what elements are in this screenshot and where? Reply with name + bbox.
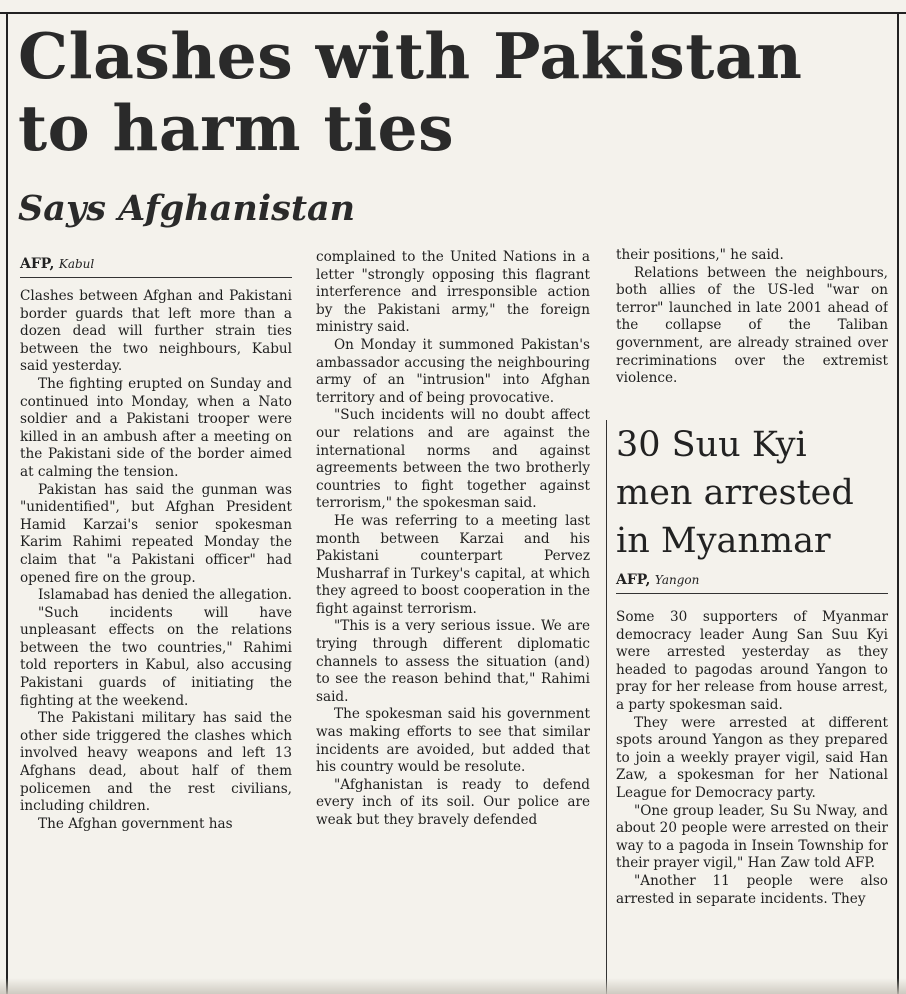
top-rule — [0, 0, 906, 14]
paragraph: The spokesman said his government was making efforts to see that similar incidents are avoided, but added that his country would be resolute. — [316, 706, 590, 776]
byline-city: Yangon — [654, 573, 700, 587]
paragraph: "Another 11 people were also arrested in separate incidents. They — [616, 872, 888, 907]
paragraph: They were arrested at different spots around Yangon as they prepared to join a weekly prayer vigil, said Han Zaw, a spokesman for her National League for Democracy party. — [616, 714, 888, 801]
main-byline — [20, 256, 94, 272]
paragraph: their positions," he said. — [616, 247, 784, 263]
paragraph: Clashes between Afghan and Pakistani border guards that left more than a dozen dead will further strain ties between the two neighbours, Kabul said yesterday. — [20, 288, 292, 375]
left-rule — [6, 14, 8, 994]
paragraph: Islamabad has denied the allegation. — [38, 587, 292, 604]
paragraph: The Pakistani military has said the other side triggered the clashes which involved heavy weapons and left 13 Afghans dead, about half of them policemen and the rest civilians, including children. — [20, 710, 292, 815]
paragraph: "This is a very serious issue. We are trying through different diplomatic channels to assess the situation (and) to see the reason behind that," Rahimi said. — [316, 618, 590, 705]
side-headline: 30 Suu Kyi men arrested in Myanmar — [616, 425, 854, 561]
paragraph: On Monday it summoned Pakistan's ambassador accusing the neighbouring army of an "intrusion" into Afghan territory and of being provocative. — [316, 336, 590, 406]
article-column-2 — [316, 249, 590, 979]
paragraph: He was referring to a meeting last month between Karzai and his Pakistani counterpart Pervez Musharraf in Turkey's capital, at which they agreed to boost cooperation in the fight against terrorism. — [316, 512, 590, 617]
article-column-3 — [616, 247, 888, 413]
paragraph: The fighting erupted on Sunday and continued into Monday, when a Nato soldier and a Pakistani trooper were killed in an ambush after a meeting on the Pakistani side of the border aimed at calming the tension. — [20, 375, 292, 480]
scan-edge — [0, 978, 906, 994]
byline-city: Kabul — [58, 257, 95, 271]
paragraph: "One group leader, Su Su Nway, and about 20 people were arrested on their way to a pagoda in Insein Township for their prayer vigil," Han Zaw told AFP. — [616, 802, 888, 872]
main-subhead: Says Afghanistan — [18, 188, 356, 229]
side-byline-rule — [616, 593, 888, 594]
paragraph: Some 30 supporters of Myanmar democracy leader Aung San Suu Kyi were arrested yesterday as they headed to pagodas around Yangon to pray for her release from house arrest, a party spokesman said. — [616, 609, 888, 713]
byline-agency: AFP, — [20, 256, 55, 272]
paragraph: Pakistan has said the gunman was "unidentified", but Afghan President Hamid Karzai's senior spokesman Karim Rahimi repeated Monday the claim that "a Pakistani officer" had opened fire on the group. — [20, 481, 292, 586]
paragraph: Relations between the neighbours, both allies of the US-led "war on terror" launched in late 2001 ahead of the collapse of the Taliban government, are already strained over recriminations over the extremist violence. — [616, 264, 888, 387]
main-headline: Clashes with Pakistan to harm ties — [18, 19, 803, 165]
right-rule — [897, 14, 899, 994]
byline-rule — [20, 277, 292, 278]
paragraph: "Afghanistan is ready to defend every inch of its soil. Our police are weak but they bravely defended — [316, 776, 590, 828]
paragraph: "Such incidents will have unpleasant effects on the relations between the two countries," Rahimi told reporters in Kabul, also accusing Pakistani guards of initiating the fighting at the weekend. — [20, 604, 292, 709]
paragraph: The Afghan government has — [38, 815, 233, 832]
paragraph: complained to the United Nations in a letter "strongly opposing this flagrant interference and irresponsible action by the Pakistani army," the foreign ministry said. — [316, 249, 590, 336]
paragraph: "Such incidents will no doubt affect our relations and are against the international norms and against agreements between the two brotherly countries to fight together against terrorism," the spokesman said. — [316, 407, 590, 512]
byline-agency: AFP, — [616, 572, 651, 588]
side-column — [616, 609, 888, 994]
article-column-1 — [20, 288, 292, 978]
side-story-divider — [606, 420, 607, 994]
side-byline — [616, 572, 699, 588]
